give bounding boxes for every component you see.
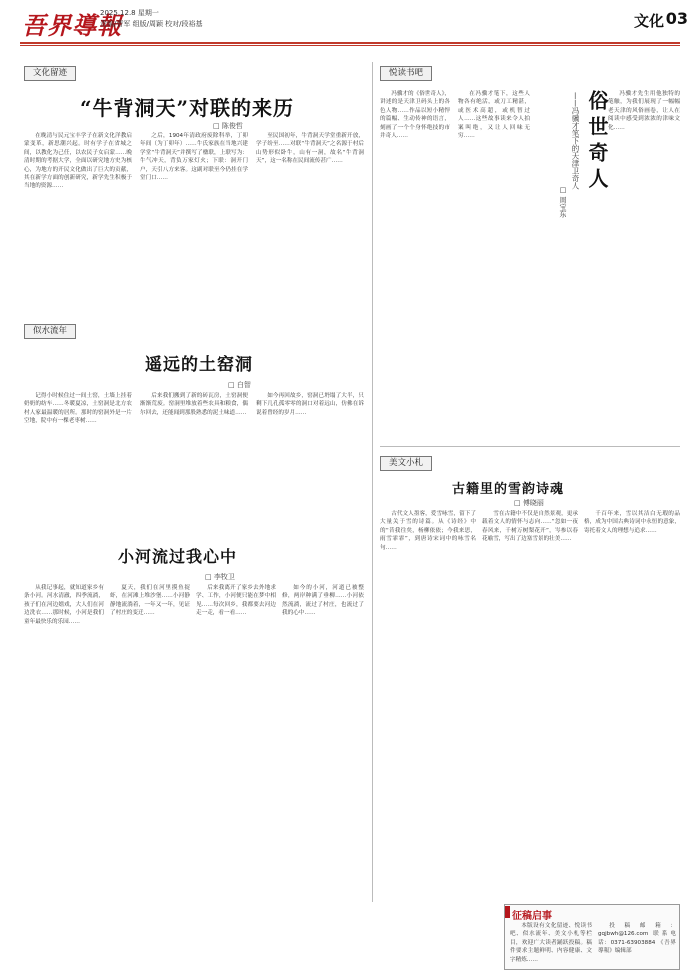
article5-text-3: 千百年来，雪以其洁白无瑕的品格，成为中国古典诗词中永恒的意象，寄托着文人的理想与追求…… xyxy=(584,511,680,534)
call-for-papers-column-2 xyxy=(598,922,676,966)
tag-reading: 悦读书吧 xyxy=(380,66,432,81)
article3-column-3 xyxy=(196,584,276,896)
article4-headline[interactable]: 俗世奇人 xyxy=(585,90,609,194)
article4-column-3 xyxy=(608,90,680,438)
article5-column-1 xyxy=(380,510,476,896)
article4-text-2: 在冯骥才笔下，这些人物各有绝活，或刀工精湛，或医术高超，或机智过人……这些故事读来令人拍案叫绝，又让人回味无穷…… xyxy=(458,91,530,140)
article4-text-1: 冯骥才的《俗世奇人》，讲述的是天津卫码头上的各色人物……作品以短小精悍的篇幅、生动传神的语言，刻画了一个个身怀绝技的市井奇人…… xyxy=(380,91,450,140)
article3-byline: □ 李牧卫 xyxy=(205,573,235,581)
article3-text-2: 夏天，我们在河里摸鱼捉虾，在河滩上堆沙堡……小河静静地流淌着，一年又一年，见证了村庄的变迁…… xyxy=(110,585,190,617)
article4-text-3: 冯骥才先生用他独特的笔触，为我们展现了一幅幅老天津的风俗画卷，让人在阅读中感受到浓浓的津味文化…… xyxy=(608,91,680,131)
article2-column-1 xyxy=(24,392,132,538)
article1-text-1: 在晚清与民元宝丰学子在新文化洋教启蒙变革，新思潮兴起。时有学子在省城之间，以教化为己任，以农民子女启蒙……晚清时期的考据大学，全面以研究地方史为核心，为地方的开民文化做出了巨大的贡献，其在新学方面的创新研究，新学先生积极于当地的资源…… xyxy=(24,133,132,190)
article3-headline[interactable]: 小河流过我心中 xyxy=(118,547,238,566)
article4-column-1 xyxy=(380,90,450,438)
tag-nostalgia: 似水流年 xyxy=(24,324,76,339)
bookmark-icon xyxy=(505,906,510,918)
article1-text-3: 至民国初年，牛背洞天学堂重新开放，学子纷至……对联“牛背洞天”之名源于村后山势形似卧牛，山有一洞，故名“牛背洞天”，这一名称在民间流传甚广…… xyxy=(256,133,364,165)
article2-text-1: 记得小时候住过一间土窑，土墙上挂着奶奶的纺车……冬暖夏凉，土窑洞是北方农村人家最温暖的居所。那时的窑洞外是一片空地，院中有一棵老枣树…… xyxy=(24,393,132,425)
tag-culture-trace: 文化留迹 xyxy=(24,66,76,81)
article5-text-2: 雪在古籍中不仅是自然景观，更承载着文人的情怀与志向……“忽如一夜春风来，千树万树梨花开”，岑参以春花喻雪，写出了边塞雪景的壮美…… xyxy=(482,511,578,543)
article1-column-2 xyxy=(140,132,248,304)
article5-column-2 xyxy=(482,510,578,896)
masthead-rule xyxy=(20,42,680,44)
article5-text-1: 古代文人墨客，爱雪咏雪，留下了大量关于雪的诗篇。从《诗经》中的“昔我往矣，杨柳依依；今我来思，雨雪霏霏”，到唐诗宋词中的咏雪名句…… xyxy=(380,511,476,551)
call-for-papers-column-1 xyxy=(510,922,592,966)
tag-gossip: 美文小札 xyxy=(380,456,432,471)
article2-text-2: 后来我们搬到了新的砖瓦房，土窑洞便渐渐荒废。窑洞里堆放着些农具和粮食，偶尔回去，还能闻到那股熟悉的泥土味道…… xyxy=(140,393,248,416)
call-for-papers-text-2: 投稿邮箱：gqjbwh@126.com 联系电话：0371-63903884 《吾界導報》编辑部 xyxy=(598,923,676,955)
article1-column-3 xyxy=(256,132,364,304)
article1-byline: □ 陈俊哲 xyxy=(213,122,243,130)
article2-text-3: 如今再回故乡，窑洞已坍塌了大半，只剩下几孔孤零零的洞口对着远山，仿佛在诉说着曾经的岁月…… xyxy=(256,393,364,416)
section-title: 文化 xyxy=(633,12,664,30)
article3-column-4 xyxy=(282,584,364,896)
newspaper-logo: 吾界導報 xyxy=(22,11,122,40)
column-divider-main xyxy=(372,62,373,902)
call-for-papers-title: 征稿启事 xyxy=(512,911,552,922)
call-for-papers-text-1: 本版设有文化留迹、悦读书吧、似水流年、美文小札等栏目，欢迎广大读者踊跃投稿。稿件要求主题鲜明、内容健康、文字精炼…… xyxy=(510,923,592,963)
article2-column-3 xyxy=(256,392,364,538)
article5-byline: □ 傅晓丽 xyxy=(514,499,544,507)
issue-date: 2025.12.8 星期一 xyxy=(100,9,159,17)
article2-headline[interactable]: 遥远的土窑洞 xyxy=(145,355,253,375)
article3-text-1: 从我记事起，就知道家乡有条小河。河水清澈，四季流淌，孩子们在河边嬉戏，大人们在河边洗衣……那时候，小河是我们童年最快乐的乐园…… xyxy=(24,585,104,625)
article3-column-2 xyxy=(110,584,190,896)
section-divider-right xyxy=(380,446,680,447)
article5-column-3 xyxy=(584,510,680,896)
article4-subtitle: ——冯骥才笔下的天津卫奇人 xyxy=(571,92,580,190)
article3-text-4: 如今的小河，河道已被整修，两岸种满了垂柳……小河依然流淌，流过了村庄，也流过了我的心中…… xyxy=(282,585,364,617)
masthead-rule-thin xyxy=(20,45,680,46)
article3-text-3: 后来我离开了家乡去外地求学、工作，小河便只能在梦中相见……每次回乡，我都要去河边走一走，看一看…… xyxy=(196,585,276,617)
masthead xyxy=(0,0,700,44)
article1-column-1 xyxy=(24,132,132,304)
masthead-meta xyxy=(100,8,203,30)
article2-column-2 xyxy=(140,392,248,538)
article4-column-2 xyxy=(458,90,530,438)
article1-headline[interactable]: “牛背洞天”对联的来历 xyxy=(80,96,295,120)
article1-text-2: 之后，1904年清政府废除科举，丁卯年间（为丁卯年）……牛氏家族在当地兴建学堂“牛背洞天”并撰写了楹联，上联写为：牛气冲天，背负万家灯火；下联：洞开门户，天引八方来客。这副对联至今仍挂在学堂门口…… xyxy=(140,133,248,182)
page-number: 03 xyxy=(665,9,688,28)
article5-headline[interactable]: 古籍里的雪韵诗魂 xyxy=(452,482,565,497)
article3-column-1 xyxy=(24,584,104,896)
editors-credit: 责编/曹军 组版/周颖 校对/段裕基 xyxy=(100,20,203,28)
article4-byline: □ 周宝东 xyxy=(559,186,567,218)
article2-byline: □ 白智 xyxy=(228,381,251,389)
